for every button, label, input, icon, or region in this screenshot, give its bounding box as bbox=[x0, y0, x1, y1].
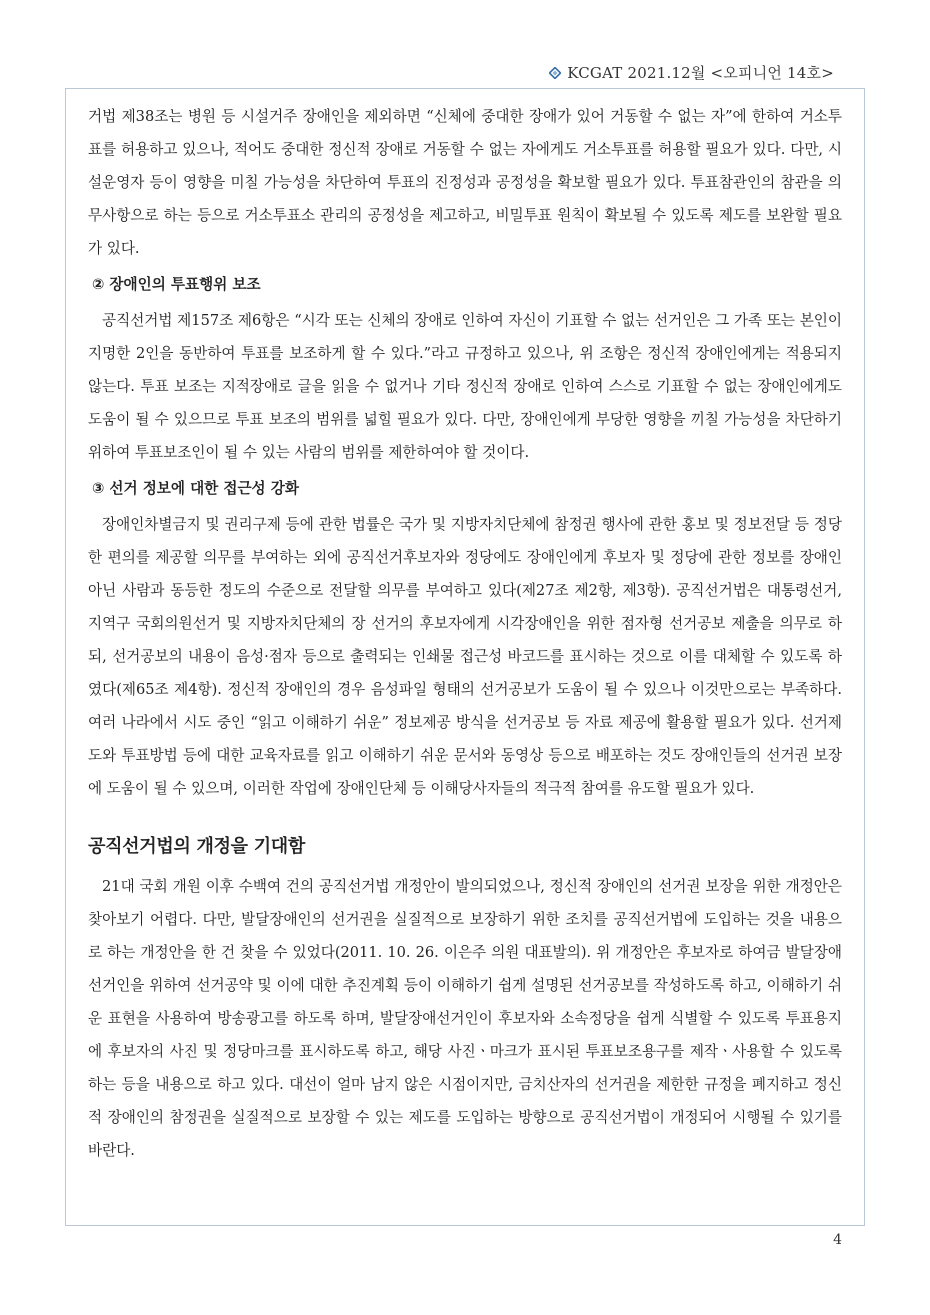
paragraph: 장애인차별금지 및 권리구제 등에 관한 법률은 국가 및 지방자치단체에 참정권 행사에 관한 홍보 및 정보전달 등 정당한 편의를 제공할 의무를 부여하는 외에 공직선거후보자와 정당에도 장애인에게 후보자 및 정당에 관한 정보를 장애인 아닌 사람과 동등한 정도의 수준으로 전달할 의무를 부여하고 있다(제27조 제2항, 제3항). 공직선거법은 대통령선거, 지역구 국회의원선거 및 지방자치단체의 장 선거의 후보자에게 시각장애인을 위한 점자형 선거공보 제출을 의무로 하되, 선거공보의 내용이 음성·점자 등으로 출력되는 인쇄물 접근성 바코드를 표시하는 것으로 이를 대체할 수 있도록 하였다(제65조 제4항). 정신적 장애인의 경우 음성파일 형태의 선거공보가 도움이 될 수 있으나 이것만으로는 부족하다. 여러 나라에서 시도 중인 “읽고 이해하기 쉬운” 정보제공 방식을 선거공보 등 자료 제공에 활용할 필요가 있다. 선거제도와 투표방법 등에 대한 교육자료를 읽고 이해하기 쉬운 문서와 동영상 등으로 배포하는 것도 장애인들의 선거권 보장에 도움이 될 수 있으며, 이러한 작업에 장애인단체 등 이해당사자들의 적극적 참여를 유도할 필요가 있다. bbox=[88, 516, 842, 797]
paragraph: 공직선거법 제157조 제6항은 “시각 또는 신체의 장애로 인하여 자신이 기표할 수 없는 선거인은 그 가족 또는 본인이 지명한 2인을 동반하여 투표를 보조하게 할 수 있다.”라고 규정하고 있으나, 위 조항은 정신적 장애인에게는 적용되지 않는다. 투표 보조는 지적장애로 글을 읽을 수 없거나 기타 정신적 장애로 인하여 스스로 기표할 수 없는 장애인에게도 도움이 될 수 있으므로 투표 보조의 범위를 넓힐 필요가 있다. 다만, 장애인에게 부당한 영향을 끼칠 가능성을 차단하기 위하여 투표보조인이 될 수 있는 사람의 범위를 제한하여야 할 것이다. bbox=[88, 312, 842, 461]
paragraph: 거법 제38조는 병원 등 시설거주 장애인을 제외하면 “신체에 중대한 장애가 있어 거동할 수 없는 자”에 한하여 거소투표를 허용하고 있으나, 적어도 중대한 정신적 장애로 거동할 수 없는 자에게도 거소투표를 허용할 필요가 있다. 다만, 시설운영자 등이 영향을 미칠 가능성을 차단하여 투표의 진정성과 공정성을 확보할 필요가 있다. 투표참관인의 참관을 의무사항으로 하는 등으로 거소투표소 관리의 공정성을 제고하고, 비밀투표 원칙이 확보될 수 있도록 제도를 보완할 필요가 있다. bbox=[88, 108, 842, 257]
header-text: KCGAT 2021.12월 <오피니언 14호> bbox=[567, 64, 834, 82]
subheading-voting-assistance: ② 장애인의 투표행위 보조 bbox=[92, 276, 261, 293]
subheading-information-accessibility: ③ 선거 정보에 대한 접근성 강화 bbox=[92, 480, 299, 497]
section-title: 공직선거법의 개정을 기대함 bbox=[88, 836, 305, 857]
page-header bbox=[549, 62, 834, 83]
page-number: 4 bbox=[833, 1232, 842, 1248]
diamond-bullet-icon bbox=[549, 67, 561, 79]
paragraph: 21대 국회 개원 이후 수백여 건의 공직선거법 개정안이 발의되었으나, 정신적 장애인의 선거권 보장을 위한 개정안은 찾아보기 어렵다. 다만, 발달장애인의 선거권을 실질적으로 보장하기 위한 조치를 공직선거법에 도입하는 것을 내용으로 하는 개정안을 한 건 찾을 수 있었다(2011. 10. 26. 이은주 의원 대표발의). 위 개정안은 후보자로 하여금 발달장애선거인을 위하여 선거공약 및 이에 대한 추진계획 등이 이해하기 쉽게 설명된 선거공보를 작성하도록 하고, 이해하기 쉬운 표현을 사용하여 방송광고를 하도록 하며, 발달장애선거인이 후보자와 소속정당을 쉽게 식별할 수 있도록 투표용지에 후보자의 사진 및 정당마크를 표시하도록 하고, 해당 사진ㆍ마크가 표시된 투표보조용구를 제작ㆍ사용할 수 있도록 하는 등을 내용으로 하고 있다. 대선이 얼마 남지 않은 시점이지만, 금치산자의 선거권을 제한한 규정을 폐지하고 정신적 장애인의 참정권을 실질적으로 보장할 수 있는 제도를 도입하는 방향으로 공직선거법이 개정되어 시행될 수 있기를 바란다. bbox=[88, 878, 842, 1159]
article-body bbox=[88, 100, 842, 1167]
